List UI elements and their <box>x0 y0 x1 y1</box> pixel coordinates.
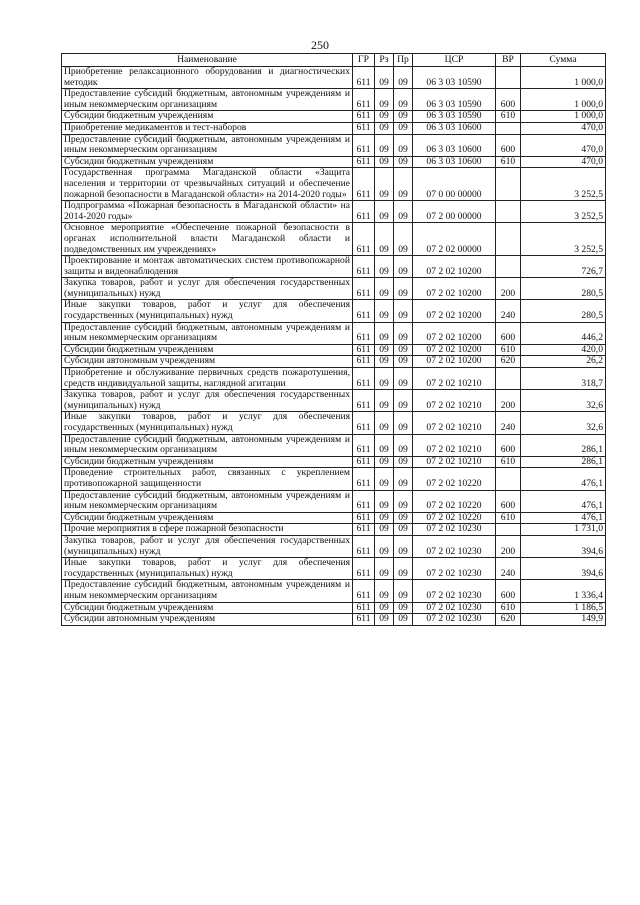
table-row <box>62 524 606 536</box>
row-vr: 240 <box>496 412 521 434</box>
row-csr: 06 3 03 10590 <box>413 111 496 123</box>
row-vr <box>496 168 521 201</box>
row-rz: 09 <box>375 456 394 468</box>
row-name: Иные закупки товаров, работ и услуг для обеспечения государственных (муниципальных) нужд <box>62 558 353 580</box>
row-vr <box>496 256 521 278</box>
row-csr: 07 2 02 10200 <box>413 300 496 322</box>
row-gr: 611 <box>353 390 375 412</box>
row-sum: 1 000,0 <box>521 111 606 123</box>
header-vr: ВР <box>496 54 521 67</box>
row-rz: 09 <box>375 111 394 123</box>
table-row <box>62 168 606 201</box>
row-csr: 07 2 02 10200 <box>413 344 496 356</box>
row-csr: 07 2 02 10210 <box>413 412 496 434</box>
table-row <box>62 300 606 322</box>
row-vr: 600 <box>496 434 521 456</box>
row-gr: 611 <box>353 558 375 580</box>
row-vr <box>496 201 521 223</box>
row-gr: 611 <box>353 201 375 223</box>
row-gr: 611 <box>353 368 375 390</box>
table-row <box>62 558 606 580</box>
row-pr: 09 <box>394 456 413 468</box>
row-sum: 476,1 <box>521 512 606 524</box>
row-pr: 09 <box>394 356 413 368</box>
row-name: Предоставление субсидий бюджетным, автономным учреждениям и иным некоммерческим организациям <box>62 490 353 512</box>
row-sum: 32,6 <box>521 412 606 434</box>
row-sum: 420,0 <box>521 344 606 356</box>
row-vr: 200 <box>496 535 521 557</box>
row-pr: 09 <box>394 134 413 156</box>
row-gr: 611 <box>353 344 375 356</box>
row-rz: 09 <box>375 356 394 368</box>
table-row <box>62 580 606 602</box>
row-sum: 280,5 <box>521 300 606 322</box>
row-pr: 09 <box>394 512 413 524</box>
row-csr: 07 2 02 10200 <box>413 256 496 278</box>
row-sum: 446,2 <box>521 322 606 344</box>
table-row <box>62 256 606 278</box>
row-pr: 09 <box>394 122 413 134</box>
row-sum: 286,1 <box>521 434 606 456</box>
row-vr: 610 <box>496 156 521 168</box>
row-rz: 09 <box>375 602 394 614</box>
row-name: Предоставление субсидий бюджетным, автономным учреждениям и иным некоммерческим организациям <box>62 134 353 156</box>
row-gr: 611 <box>353 412 375 434</box>
row-name: Субсидии бюджетным учреждениям <box>62 512 353 524</box>
row-gr: 611 <box>353 434 375 456</box>
row-pr: 09 <box>394 524 413 536</box>
row-gr: 611 <box>353 468 375 490</box>
row-pr: 09 <box>394 256 413 278</box>
row-pr: 09 <box>394 156 413 168</box>
row-gr: 611 <box>353 223 375 256</box>
row-vr <box>496 67 521 89</box>
table-row <box>62 344 606 356</box>
row-pr: 09 <box>394 490 413 512</box>
row-rz: 09 <box>375 322 394 344</box>
row-name: Проектирование и монтаж автоматических систем противопожарной защиты и видеонаблюдения <box>62 256 353 278</box>
row-rz: 09 <box>375 122 394 134</box>
table-row <box>62 512 606 524</box>
row-sum: 1 336,4 <box>521 580 606 602</box>
row-vr <box>496 468 521 490</box>
row-rz: 09 <box>375 524 394 536</box>
table-row <box>62 223 606 256</box>
row-gr: 611 <box>353 490 375 512</box>
row-sum: 470,0 <box>521 156 606 168</box>
row-name: Приобретение и обслуживание первичных средств пожаротушения, средств индивидуальной защиты, наглядной агитации <box>62 368 353 390</box>
row-gr: 611 <box>353 456 375 468</box>
row-gr: 611 <box>353 322 375 344</box>
row-csr: 06 3 03 10600 <box>413 134 496 156</box>
row-vr: 240 <box>496 558 521 580</box>
row-gr: 611 <box>353 122 375 134</box>
row-csr: 06 3 03 10590 <box>413 67 496 89</box>
row-pr: 09 <box>394 89 413 111</box>
row-name: Государственная программа Магаданской области «Защита населения и территории от чрезвычайных ситуаций и обеспечение пожарной безопасности в Магаданской области» на 2014-2020 годы» <box>62 168 353 201</box>
row-vr: 610 <box>496 512 521 524</box>
table-row <box>62 412 606 434</box>
row-gr: 611 <box>353 168 375 201</box>
row-name: Субсидии автономным учреждениям <box>62 356 353 368</box>
row-rz: 09 <box>375 201 394 223</box>
row-gr: 611 <box>353 134 375 156</box>
row-csr: 07 2 02 10210 <box>413 434 496 456</box>
row-name: Предоставление субсидий бюджетным, автономным учреждениям и иным некоммерческим организациям <box>62 580 353 602</box>
row-name: Закупка товаров, работ и услуг для обеспечения государственных (муниципальных) нужд <box>62 278 353 300</box>
row-csr: 07 2 02 10200 <box>413 322 496 344</box>
header-name: Наименование <box>62 54 353 67</box>
row-vr: 600 <box>496 490 521 512</box>
table-row <box>62 602 606 614</box>
row-csr: 07 2 00 00000 <box>413 201 496 223</box>
row-pr: 09 <box>394 67 413 89</box>
row-rz: 09 <box>375 558 394 580</box>
row-name: Проведение строительных работ, связанных с укреплением противопожарной защищенности <box>62 468 353 490</box>
row-sum: 3 252,5 <box>521 168 606 201</box>
row-rz: 09 <box>375 368 394 390</box>
row-sum: 3 252,5 <box>521 201 606 223</box>
row-name: Предоставление субсидий бюджетным, автономным учреждениям и иным некоммерческим организациям <box>62 434 353 456</box>
row-gr: 611 <box>353 524 375 536</box>
row-pr: 09 <box>394 223 413 256</box>
row-rz: 09 <box>375 412 394 434</box>
table-row <box>62 201 606 223</box>
row-vr: 620 <box>496 614 521 626</box>
table-row <box>62 434 606 456</box>
row-name: Субсидии бюджетным учреждениям <box>62 344 353 356</box>
row-gr: 611 <box>353 156 375 168</box>
row-pr: 09 <box>394 201 413 223</box>
row-pr: 09 <box>394 468 413 490</box>
row-pr: 09 <box>394 558 413 580</box>
row-csr: 06 3 03 10600 <box>413 156 496 168</box>
row-csr: 07 2 02 10200 <box>413 278 496 300</box>
row-rz: 09 <box>375 223 394 256</box>
table-row <box>62 89 606 111</box>
row-sum: 26,2 <box>521 356 606 368</box>
row-pr: 09 <box>394 300 413 322</box>
row-pr: 09 <box>394 168 413 201</box>
row-rz: 09 <box>375 156 394 168</box>
header-sum: Сумма <box>521 54 606 67</box>
row-name: Субсидии автономным учреждениям <box>62 614 353 626</box>
table-row <box>62 456 606 468</box>
row-rz: 09 <box>375 278 394 300</box>
row-name: Субсидии бюджетным учреждениям <box>62 156 353 168</box>
table-row <box>62 614 606 626</box>
row-sum: 1 000,0 <box>521 67 606 89</box>
row-name: Субсидии бюджетным учреждениям <box>62 456 353 468</box>
row-pr: 09 <box>394 580 413 602</box>
row-rz: 09 <box>375 490 394 512</box>
row-gr: 611 <box>353 512 375 524</box>
row-gr: 611 <box>353 89 375 111</box>
row-name: Закупка товаров, работ и услуг для обеспечения государственных (муниципальных) нужд <box>62 390 353 412</box>
row-pr: 09 <box>394 278 413 300</box>
row-csr: 07 2 02 10230 <box>413 614 496 626</box>
row-csr: 06 3 03 10590 <box>413 89 496 111</box>
table-row <box>62 535 606 557</box>
row-pr: 09 <box>394 602 413 614</box>
table-row <box>62 134 606 156</box>
table-row <box>62 122 606 134</box>
row-sum: 280,5 <box>521 278 606 300</box>
header-pr: Пр <box>394 54 413 67</box>
table-row <box>62 368 606 390</box>
row-vr: 200 <box>496 278 521 300</box>
table-row <box>62 390 606 412</box>
row-vr: 600 <box>496 89 521 111</box>
row-sum: 286,1 <box>521 456 606 468</box>
row-sum: 3 252,5 <box>521 223 606 256</box>
row-vr: 600 <box>496 580 521 602</box>
row-sum: 476,1 <box>521 490 606 512</box>
row-pr: 09 <box>394 535 413 557</box>
row-rz: 09 <box>375 512 394 524</box>
row-rz: 09 <box>375 468 394 490</box>
row-vr: 610 <box>496 344 521 356</box>
table-row <box>62 67 606 89</box>
row-rz: 09 <box>375 434 394 456</box>
header-rz: Рз <box>375 54 394 67</box>
row-pr: 09 <box>394 111 413 123</box>
row-sum: 470,0 <box>521 134 606 156</box>
row-pr: 09 <box>394 322 413 344</box>
table-row <box>62 468 606 490</box>
row-pr: 09 <box>394 368 413 390</box>
row-gr: 611 <box>353 278 375 300</box>
row-csr: 07 2 02 10230 <box>413 524 496 536</box>
row-sum: 1 000,0 <box>521 89 606 111</box>
row-name: Субсидии бюджетным учреждениям <box>62 602 353 614</box>
row-sum: 1 731,0 <box>521 524 606 536</box>
budget-table <box>61 53 606 626</box>
row-sum: 726,7 <box>521 256 606 278</box>
row-vr <box>496 223 521 256</box>
row-vr: 610 <box>496 111 521 123</box>
row-gr: 611 <box>353 256 375 278</box>
table-row <box>62 156 606 168</box>
row-gr: 611 <box>353 356 375 368</box>
row-vr: 200 <box>496 390 521 412</box>
row-csr: 07 2 02 00000 <box>413 223 496 256</box>
table-header-row <box>62 54 606 67</box>
row-rz: 09 <box>375 168 394 201</box>
row-name: Иные закупки товаров, работ и услуг для обеспечения государственных (муниципальных) нужд <box>62 412 353 434</box>
row-csr: 07 2 02 10230 <box>413 535 496 557</box>
row-csr: 07 0 00 00000 <box>413 168 496 201</box>
row-csr: 06 3 03 10600 <box>413 122 496 134</box>
row-rz: 09 <box>375 134 394 156</box>
row-name: Иные закупки товаров, работ и услуг для обеспечения государственных (муниципальных) нужд <box>62 300 353 322</box>
row-sum: 476,1 <box>521 468 606 490</box>
row-rz: 09 <box>375 300 394 322</box>
row-gr: 611 <box>353 111 375 123</box>
row-gr: 611 <box>353 67 375 89</box>
table-row <box>62 278 606 300</box>
row-pr: 09 <box>394 614 413 626</box>
row-csr: 07 2 02 10210 <box>413 368 496 390</box>
row-rz: 09 <box>375 67 394 89</box>
row-csr: 07 2 02 10210 <box>413 390 496 412</box>
row-vr: 610 <box>496 602 521 614</box>
row-csr: 07 2 02 10220 <box>413 490 496 512</box>
row-sum: 1 186,5 <box>521 602 606 614</box>
row-name: Приобретение медикаментов и тест-наборов <box>62 122 353 134</box>
row-gr: 611 <box>353 580 375 602</box>
table-body <box>62 67 606 626</box>
row-vr: 600 <box>496 322 521 344</box>
row-sum: 32,6 <box>521 390 606 412</box>
row-name: Приобретение релаксационного оборудования и диагностических методик <box>62 67 353 89</box>
row-rz: 09 <box>375 614 394 626</box>
row-vr <box>496 368 521 390</box>
row-csr: 07 2 02 10210 <box>413 456 496 468</box>
row-rz: 09 <box>375 89 394 111</box>
header-csr: ЦСР <box>413 54 496 67</box>
row-pr: 09 <box>394 434 413 456</box>
row-vr: 600 <box>496 134 521 156</box>
row-sum: 394,6 <box>521 558 606 580</box>
row-rz: 09 <box>375 256 394 278</box>
row-sum: 149,9 <box>521 614 606 626</box>
page-number: 250 <box>311 38 329 52</box>
row-sum: 318,7 <box>521 368 606 390</box>
row-name: Основное мероприятие «Обеспечение пожарной безопасности в органах исполнительной власти Магаданской области и подведомственных им учреждениях» <box>62 223 353 256</box>
row-pr: 09 <box>394 412 413 434</box>
row-vr <box>496 524 521 536</box>
row-csr: 07 2 02 10200 <box>413 356 496 368</box>
row-name: Прочие мероприятия в сфере пожарной безопасности <box>62 524 353 536</box>
row-rz: 09 <box>375 580 394 602</box>
row-vr: 610 <box>496 456 521 468</box>
table-row <box>62 356 606 368</box>
row-csr: 07 2 02 10220 <box>413 512 496 524</box>
row-name: Предоставление субсидий бюджетным, автономным учреждениям и иным некоммерческим организациям <box>62 89 353 111</box>
header-gr: ГР <box>353 54 375 67</box>
table-row <box>62 490 606 512</box>
row-csr: 07 2 02 10230 <box>413 558 496 580</box>
row-name: Закупка товаров, работ и услуг для обеспечения государственных (муниципальных) нужд <box>62 535 353 557</box>
row-pr: 09 <box>394 344 413 356</box>
row-sum: 470,0 <box>521 122 606 134</box>
row-rz: 09 <box>375 344 394 356</box>
row-name: Субсидии бюджетным учреждениям <box>62 111 353 123</box>
row-csr: 07 2 02 10230 <box>413 580 496 602</box>
row-rz: 09 <box>375 390 394 412</box>
table-row <box>62 111 606 123</box>
row-name: Подпрограмма «Пожарная безопасность в Магаданской области» на 2014-2020 годы» <box>62 201 353 223</box>
row-sum: 394,6 <box>521 535 606 557</box>
row-pr: 09 <box>394 390 413 412</box>
row-vr: 240 <box>496 300 521 322</box>
row-rz: 09 <box>375 535 394 557</box>
row-csr: 07 2 02 10220 <box>413 468 496 490</box>
table-row <box>62 322 606 344</box>
row-name: Предоставление субсидий бюджетным, автономным учреждениям и иным некоммерческим организациям <box>62 322 353 344</box>
row-vr <box>496 122 521 134</box>
row-gr: 611 <box>353 614 375 626</box>
row-gr: 611 <box>353 602 375 614</box>
row-csr: 07 2 02 10230 <box>413 602 496 614</box>
row-gr: 611 <box>353 535 375 557</box>
row-gr: 611 <box>353 300 375 322</box>
row-vr: 620 <box>496 356 521 368</box>
